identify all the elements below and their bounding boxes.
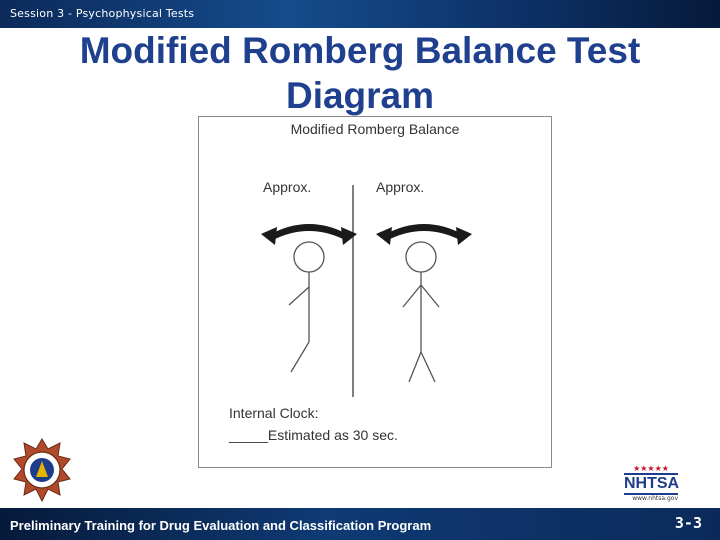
right-approx-label: Approx. <box>376 179 425 195</box>
right-stick-figure <box>403 242 439 382</box>
program-label: Preliminary Training for Drug Evaluation and Classification Program <box>10 518 432 533</box>
internal-clock-label: Internal Clock: <box>229 405 319 421</box>
footer-bar <box>0 508 720 540</box>
internal-clock-estimate: _____Estimated as 30 sec. <box>229 427 398 443</box>
iacp-seal-logo <box>12 437 72 507</box>
left-approx-label: Approx. <box>263 179 312 195</box>
left-stick-figure <box>289 242 324 372</box>
page-number: 3-3 <box>674 514 702 532</box>
nhtsa-url: www.nhtsa.gov <box>632 495 678 502</box>
nhtsa-logo <box>624 464 678 502</box>
header-bar <box>0 0 720 28</box>
romberg-diagram <box>198 116 552 468</box>
slide-title <box>0 28 720 118</box>
nhtsa-wordmark: NHTSA <box>624 473 678 495</box>
nhtsa-stars-icon: ★★★★★ <box>633 464 669 473</box>
slide-title-line2: Diagram <box>285 75 435 116</box>
slide-title-line1: Modified Romberg Balance Test <box>79 30 641 71</box>
session-label: Session 3 - Psychophysical Tests <box>10 7 195 20</box>
diagram-heading: Modified Romberg Balance <box>290 121 460 137</box>
